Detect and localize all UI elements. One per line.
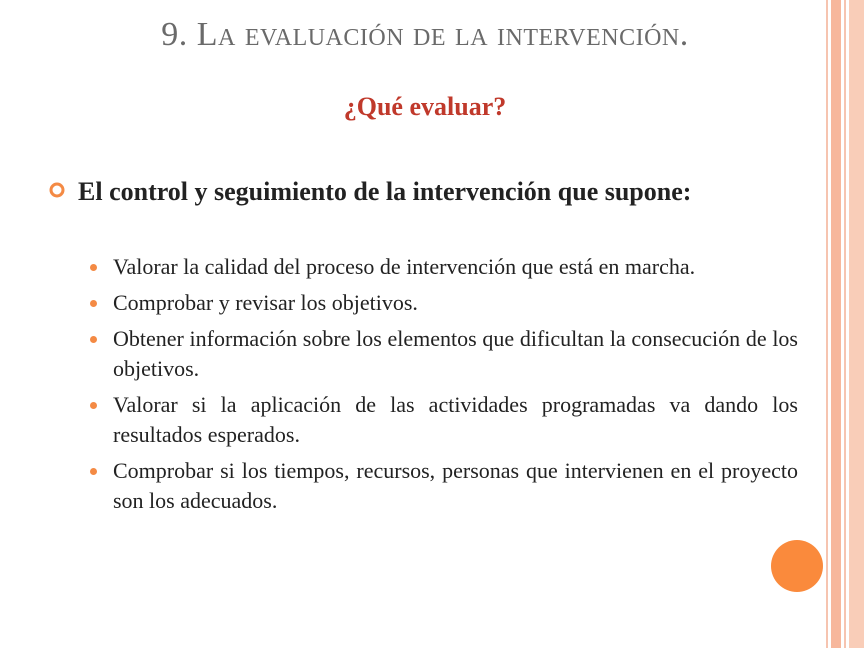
list-item <box>113 252 798 282</box>
dot-bullet-icon <box>90 264 97 271</box>
dot-bullet-icon <box>90 300 97 307</box>
list-item <box>113 324 798 384</box>
sub-bullet-list <box>113 252 798 522</box>
decorative-stripe <box>844 0 846 648</box>
list-item-text: Comprobar y revisar los objetivos. <box>113 290 418 315</box>
list-item-text: Valorar la calidad del proceso de intervención que está en marcha. <box>113 254 696 279</box>
decorative-stripe <box>826 0 828 648</box>
list-item <box>113 456 798 516</box>
slide-title: 9. La evaluación de la intervención. <box>161 16 689 53</box>
decorative-circle <box>771 540 823 592</box>
dot-bullet-icon <box>90 336 97 343</box>
list-item-text: Obtener información sobre los elementos que dificultan la consecución de los objetivos. <box>113 326 798 381</box>
decorative-stripe <box>849 0 864 648</box>
dot-bullet-icon <box>90 402 97 409</box>
list-item <box>113 288 798 318</box>
main-point: El control y seguimiento de la intervención que supone: <box>78 177 692 206</box>
slide-subtitle: ¿Qué evaluar? <box>343 92 507 121</box>
list-item-text: Comprobar si los tiempos, recursos, personas que intervienen en el proyecto son los adecuados. <box>113 458 798 513</box>
decorative-stripe <box>831 0 841 648</box>
ring-bullet-icon <box>48 181 66 199</box>
list-item <box>113 390 798 450</box>
dot-bullet-icon <box>90 468 97 475</box>
list-item-text: Valorar si la aplicación de las actividades programadas va dando los resultados esperados. <box>113 392 798 447</box>
